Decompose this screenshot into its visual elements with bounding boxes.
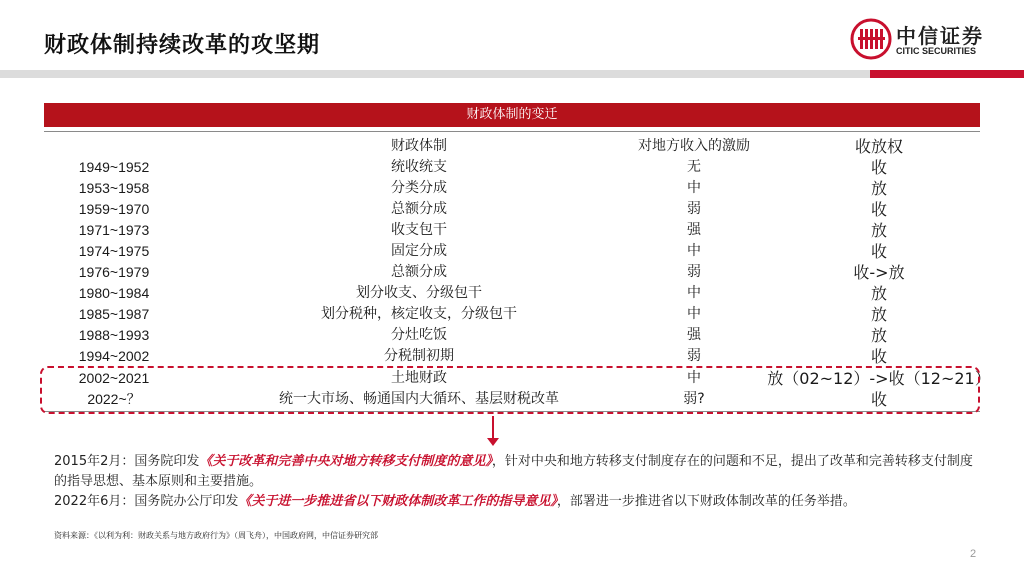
- cell-incentive: 无: [687, 159, 701, 175]
- table-row: [44, 283, 980, 304]
- table-row: [44, 199, 980, 220]
- header-bar: [0, 70, 1024, 78]
- page-number: 2: [970, 548, 977, 560]
- cell-incentive: 中: [687, 370, 701, 386]
- cell-power: 收: [870, 347, 887, 366]
- cell-incentive: 强: [687, 327, 701, 343]
- cell-incentive: 中: [687, 285, 701, 301]
- citic-logo: [850, 18, 1000, 62]
- note-2022: [54, 492, 984, 512]
- cell-incentive: 弱: [687, 201, 701, 217]
- citic-emblem-icon: [850, 18, 892, 60]
- note-prefix: 2022年6月：国务院办公厅印发: [54, 494, 239, 509]
- note-2015: [54, 452, 984, 492]
- table-row: [44, 220, 980, 241]
- table-top-rule: [44, 131, 980, 132]
- logo-name-cn: 中信证券: [896, 24, 984, 48]
- cell-system: 土地财政: [391, 370, 447, 386]
- cell-power: 放（02~12）->收（12~21）: [767, 369, 991, 388]
- cell-power: 收: [870, 200, 887, 219]
- cell-system: 总额分成: [391, 264, 447, 280]
- cell-power: 收: [870, 158, 887, 177]
- cell-period: 1959~1970: [78, 201, 150, 217]
- cell-power: 收->放: [853, 263, 905, 282]
- cell-system: 划分税种，核定收支，分级包干: [321, 306, 517, 322]
- cell-period: 1953~1958: [78, 180, 150, 196]
- header-power: 收放权: [854, 137, 903, 156]
- note-prefix: 2015年2月：国务院印发: [54, 454, 200, 469]
- cell-incentive: 中: [687, 306, 701, 322]
- cell-period: 1949~1952: [78, 159, 150, 175]
- logo-name-en: CITIC SECURITIES: [896, 46, 977, 56]
- arrow-head-icon: [487, 438, 499, 446]
- table-row: [44, 157, 980, 178]
- table-row: [44, 325, 980, 346]
- cell-power: 收: [870, 242, 887, 261]
- cell-period: 1980~1984: [78, 285, 150, 301]
- cell-incentive: 弱: [687, 348, 701, 364]
- note-suffix: ，部署进一步推进省以下财政体制改革的任务举措。: [556, 494, 856, 509]
- cell-system: 统一大市场、畅通国内大循环、基层财税改革: [279, 391, 559, 407]
- cell-incentive: 弱: [687, 264, 701, 280]
- cell-incentive: 中: [687, 243, 701, 259]
- cell-period: 2002~2021: [78, 370, 150, 386]
- table-row: [44, 304, 980, 325]
- cell-system: 分灶吃饭: [391, 327, 447, 343]
- cell-period: 1971~1973: [78, 222, 150, 238]
- cell-system: 总额分成: [391, 201, 447, 217]
- cell-period: 1988~1993: [78, 327, 150, 343]
- table-row: [44, 346, 980, 367]
- table-row: [44, 262, 980, 283]
- cell-incentive: 弱?: [683, 391, 705, 407]
- cell-incentive: 强: [687, 222, 701, 238]
- cell-system: 统收统支: [391, 159, 447, 175]
- note-doc-title: 《关于进一步推进省以下财政体制改革工作的指导意见》: [238, 494, 557, 509]
- header-system: 财政体制: [391, 138, 447, 154]
- cell-system: 收支包干: [391, 222, 447, 238]
- cell-system: 固定分成: [391, 243, 447, 259]
- table-title: 财政体制的变迁: [44, 103, 980, 127]
- cell-period: 1985~1987: [78, 306, 150, 322]
- cell-system: 分税制初期: [384, 348, 454, 364]
- cell-incentive: 中: [687, 180, 701, 196]
- cell-period: 1994~2002: [78, 348, 150, 364]
- note-doc-title: 《关于改革和完善中央对地方转移支付制度的意见》: [199, 454, 492, 469]
- cell-period: 1974~1975: [78, 243, 150, 259]
- cell-power: 放: [870, 179, 887, 198]
- note-suffix: ，针对中央和地方转移支付制度存在的问题和不足，提出了改革和完善转移支付制度的指导思想、基本原则和主要措施。: [54, 454, 973, 489]
- table-row: [44, 241, 980, 262]
- cell-power: 放: [870, 284, 887, 303]
- cell-power: 收: [870, 390, 887, 409]
- cell-system: 划分收支、分级包干: [356, 285, 482, 301]
- cell-system: 分类分成: [391, 180, 447, 196]
- cell-period: 2022~？: [87, 391, 141, 407]
- highlight-dashed-box: [40, 366, 980, 414]
- page-title: 财政体制持续改革的攻坚期: [44, 33, 321, 58]
- table-header-row: [44, 136, 980, 157]
- table-row: [44, 178, 980, 199]
- cell-power: 放: [870, 305, 887, 324]
- source-note: 资料来源：《以利为利：财政关系与地方政府行为》（周飞舟），中国政府网，中信证券研究部: [54, 531, 378, 540]
- cell-period: 1976~1979: [78, 264, 150, 280]
- header-incentive: 对地方收入的激励: [638, 138, 750, 154]
- cell-power: 放: [870, 221, 887, 240]
- cell-power: 放: [870, 326, 887, 345]
- down-arrow-icon: [492, 416, 494, 440]
